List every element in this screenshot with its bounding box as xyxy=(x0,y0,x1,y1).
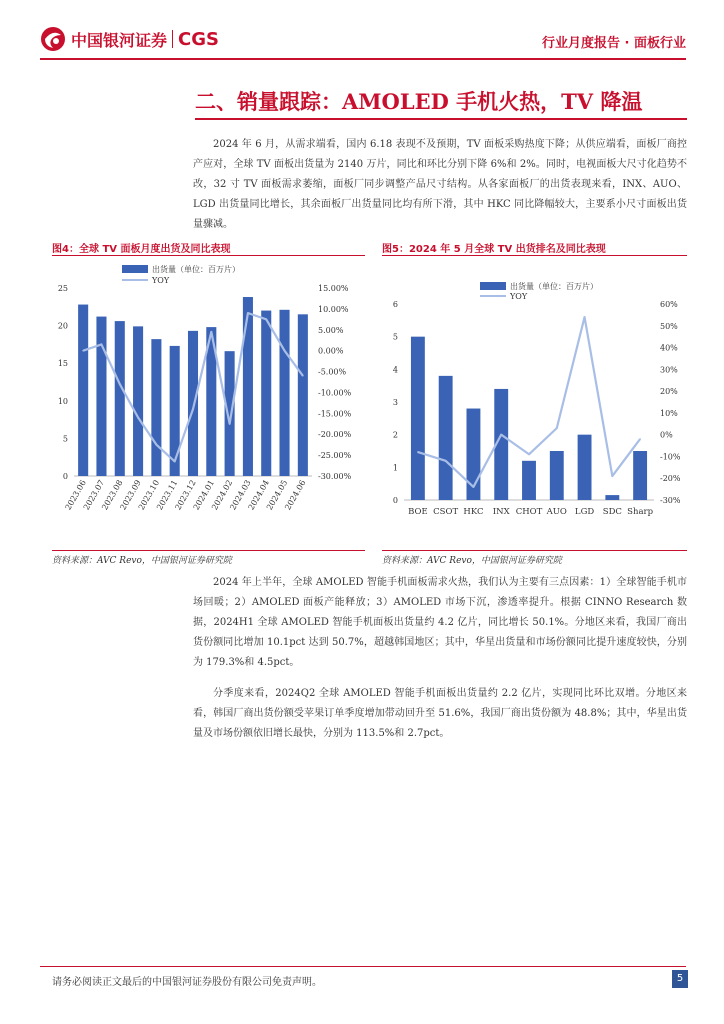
right-axis-tick-label: -5.00% xyxy=(318,367,347,377)
bar-2023.08 xyxy=(115,321,125,476)
yoy-point-HKC xyxy=(473,486,475,488)
left-axis-tick-label: 0 xyxy=(62,472,68,481)
x-tick-label: SDC xyxy=(602,507,622,517)
yoy-point-2024.02 xyxy=(229,423,231,425)
left-axis-tick-label: 1 xyxy=(392,463,398,473)
bar-2024.03 xyxy=(243,297,253,476)
right-axis-tick-label: 30% xyxy=(660,365,678,375)
x-tick-label: 2024.02 xyxy=(210,478,235,512)
left-axis-tick-label: 0 xyxy=(392,496,398,505)
x-tick-label: 2023.06 xyxy=(63,478,88,512)
yoy-point-CHOT xyxy=(528,453,530,455)
yoy-point-2023.12 xyxy=(192,408,194,410)
yoy-point-AUO xyxy=(556,427,558,429)
bar-SDC xyxy=(605,495,619,500)
x-tick-label: HKC xyxy=(463,507,484,517)
bar-LGD xyxy=(578,435,592,500)
legend-line-label: YOY xyxy=(510,292,528,301)
legend-bar-swatch xyxy=(122,265,148,273)
right-axis-tick-label: -10.00% xyxy=(318,388,352,398)
yoy-point-2024.04 xyxy=(265,319,267,321)
left-axis-tick-label: 6 xyxy=(392,300,398,309)
left-axis-tick-label: 2 xyxy=(392,430,398,440)
report-tag: 行业月度报告 · 面板行业 xyxy=(542,36,686,51)
figure5-source-rule xyxy=(382,550,687,551)
x-tick-label: 2023.12 xyxy=(173,478,198,512)
cgs-logo-icon xyxy=(40,26,66,52)
yoy-point-2023.09 xyxy=(137,417,139,419)
yoy-point-2023.11 xyxy=(174,461,176,463)
yoy-point-2023.06 xyxy=(82,350,84,352)
paragraph-amoled-h1: 2024 年上半年，全球 AMOLED 智能手机面板需求火热，我们认为主要有三点因素：1）全球智能手机市场回暖；2）AMOLED 面板产能释放；3）AMOLED 市场下沉，渗透率提升。根据 CINNO Research 数据，2024H1 全球 AMOLED 智能手机面板出货量约 4.2 亿片，同比增长 50.1%。分地区来看，我国厂商出货份额同比增加 10.1pct 达到 50.7%，超越韩国地区；其中，华星出货量和市场份额同比提升速度较快，分别为 179.3%和 4.5pct。 xyxy=(193,577,687,668)
logo-divider xyxy=(172,30,173,48)
x-tick-label: 2024.04 xyxy=(246,478,271,512)
bar-2024.05 xyxy=(280,310,290,476)
yoy-point-2024.03 xyxy=(247,312,249,314)
right-axis-tick-label: 60% xyxy=(660,300,678,309)
x-tick-label: Sharp xyxy=(627,507,654,517)
x-tick-label: 2023.10 xyxy=(136,478,162,512)
yoy-point-SDC xyxy=(612,475,614,477)
legend-bar-label: 出货量（单位：百万片） xyxy=(152,265,240,274)
right-axis-tick-label: 10% xyxy=(660,408,678,418)
yoy-point-Sharp xyxy=(639,438,641,440)
figure5-title: 图5：2024 年 5 月全球 TV 出货排名及同比表现 xyxy=(382,244,606,255)
bar-2023.09 xyxy=(133,326,143,476)
left-axis-tick-label: 10 xyxy=(57,396,68,406)
right-axis-tick-label: 10.00% xyxy=(318,304,349,314)
right-axis-tick-label: -30% xyxy=(660,496,681,505)
left-axis-tick-label: 3 xyxy=(392,398,398,407)
right-axis-tick-label: 5.00% xyxy=(318,325,344,335)
x-tick-label: 2024.06 xyxy=(283,478,308,512)
x-tick-label: CHOT xyxy=(515,507,543,517)
page-number: 5 xyxy=(672,970,688,988)
yoy-point-2024.05 xyxy=(284,350,286,352)
legend-line-label: YOY xyxy=(152,276,170,285)
left-axis-tick-label: 20 xyxy=(57,321,68,331)
right-axis-tick-label: -20% xyxy=(660,474,681,484)
right-axis-tick-label: 15.00% xyxy=(318,284,349,293)
right-axis-tick-label: -30.00% xyxy=(318,472,352,481)
paragraph-amoled-q2: 分季度来看，2024Q2 全球 AMOLED 智能手机面板出货量约 2.2 亿片，实现同比环比双增。分地区来看，韩国厂商出货份额受苹果订单季度增加带动回升至 51.6%，我国厂商出货份额为 48.8%；其中，华星出货量及市场份额依旧增长最快，分别为 113.5%和 2.7pct。 xyxy=(193,688,687,739)
right-axis-tick-label: 0.00% xyxy=(318,346,344,356)
bar-2023.12 xyxy=(188,331,198,476)
bar-CHOT xyxy=(522,461,536,500)
x-tick-label: 2024.01 xyxy=(191,478,217,512)
legend-bar-swatch xyxy=(480,282,506,290)
figure5-title-rule xyxy=(382,255,687,256)
logo-chinese-text: 中国银河证券 xyxy=(71,30,168,50)
left-axis-tick-label: 15 xyxy=(57,359,68,369)
bar-2023.07 xyxy=(96,317,106,476)
yoy-point-2024.06 xyxy=(302,375,304,377)
right-axis-tick-label: -15.00% xyxy=(318,409,352,419)
footer-divider xyxy=(40,966,686,967)
bar-AUO xyxy=(550,451,564,500)
bar-2023.10 xyxy=(151,339,161,476)
x-tick-label: AUO xyxy=(546,507,567,517)
bar-BOE xyxy=(411,337,425,500)
bar-2024.02 xyxy=(225,351,235,476)
x-tick-label: 2024.03 xyxy=(228,478,253,512)
x-tick-label: LGD xyxy=(574,507,595,517)
x-tick-label: 2024.05 xyxy=(264,478,290,512)
left-axis-tick-label: 25 xyxy=(57,284,68,293)
figure4-source: 资料来源：AVC Revo，中国银河证券研究院 xyxy=(52,556,232,566)
section-title-underline xyxy=(195,118,687,120)
footer-disclaimer: 请务必阅读正文最后的中国银河证券股份有限公司免责声明。 xyxy=(52,977,322,988)
x-tick-label: 2023.11 xyxy=(155,478,180,512)
logo-english-text: CGS xyxy=(178,28,219,50)
figure5-chart xyxy=(382,258,687,548)
yoy-point-INX xyxy=(500,434,502,436)
right-axis-tick-label: -10% xyxy=(660,452,681,462)
right-axis-tick-label: 0% xyxy=(660,430,673,440)
paragraph-tv-panel: 2024 年 6 月，从需求端看，国内 6.18 表现不及预期，TV 面板采购热度下降；从供应端看，面板厂商控产应对，全球 TV 面板出货量为 2140 万片，同比和环比分别下降 6%和 2%。同时，电视面板大尺寸化趋势不改，32 寸 TV 面板需求萎缩，面板厂同步调整产品尺寸结构。从各家面板厂的出货表现来看，INX、AUO、LGD 出货量同比增长，其余面板厂出货量同比均有所下滑，其中 HKC 同比降幅较大，主要系小尺寸面板出货量骤减。 xyxy=(193,139,687,230)
x-tick-label: 2023.08 xyxy=(100,478,125,512)
yoy-point-2024.01 xyxy=(211,331,213,333)
yoy-point-2023.08 xyxy=(119,383,121,385)
right-axis-tick-label: -25.00% xyxy=(318,451,352,461)
bar-2024.04 xyxy=(261,311,271,476)
bar-2023.06 xyxy=(78,305,88,476)
left-axis-tick-label: 5 xyxy=(62,434,68,444)
x-tick-label: 2023.09 xyxy=(118,478,143,512)
x-tick-label: BOE xyxy=(408,507,428,517)
chart2-legend xyxy=(480,281,598,301)
yoy-point-CSOT xyxy=(445,460,447,462)
right-axis-tick-label: -20.00% xyxy=(318,430,352,440)
yoy-point-LGD xyxy=(584,316,586,318)
yoy-point-2023.07 xyxy=(101,344,103,346)
right-axis-tick-label: 20% xyxy=(660,387,678,397)
yoy-point-BOE xyxy=(417,451,419,453)
figure4-title: 图4：全球 TV 面板月度出货及同比表现 xyxy=(52,244,231,255)
x-tick-label: 2023.07 xyxy=(81,478,107,512)
left-axis-tick-label: 4 xyxy=(392,365,398,375)
company-logo xyxy=(40,26,219,52)
x-tick-label: CSOT xyxy=(433,507,459,517)
figure5-source: 资料来源：AVC Revo，中国银河证券研究院 xyxy=(382,556,562,566)
figure4-chart xyxy=(52,258,365,548)
bar-2024.06 xyxy=(298,314,308,476)
x-tick-label: INX xyxy=(492,507,510,517)
bar-CSOT xyxy=(439,376,453,500)
right-axis-tick-label: 40% xyxy=(660,343,678,353)
bar-Sharp xyxy=(633,451,647,500)
figure4-source-rule xyxy=(52,550,365,551)
figure4-title-rule xyxy=(52,255,365,256)
bar-2023.11 xyxy=(170,346,180,476)
left-axis-tick-label: 5 xyxy=(392,332,398,342)
right-axis-tick-label: 50% xyxy=(660,321,678,331)
chart1-legend xyxy=(122,264,240,285)
legend-bar-label: 出货量（单位：百万片） xyxy=(510,282,598,291)
yoy-point-2023.10 xyxy=(156,444,158,446)
header-divider xyxy=(40,58,686,60)
section-title: 二、销量跟踪：AMOLED 手机火热，TV 降温 xyxy=(195,89,643,114)
